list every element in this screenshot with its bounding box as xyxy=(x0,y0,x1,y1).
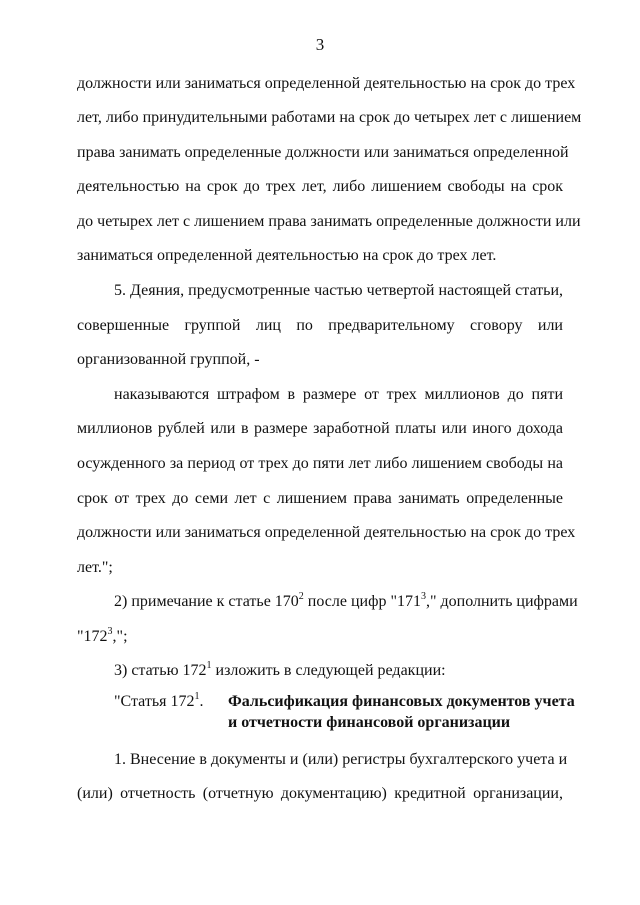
text-line: 1. Внесение в документы и (или) регистры бухгалтерского учета и xyxy=(114,751,568,768)
article-label: "Статья $172^1$. xyxy=(114,690,204,710)
text-line: деятельностью на срок до трех лет, либо лишением свободы на срок xyxy=(77,178,563,195)
text-line: организованной группой, - xyxy=(77,351,260,368)
text-line: миллионов рублей или в размере заработной платы или иного дохода xyxy=(77,420,563,437)
text-line: осужденного за период от трех до пяти лет либо лишением свободы на xyxy=(77,455,563,472)
article-heading xyxy=(114,691,574,737)
text-line: наказываются штрафом в размере от трех миллионов до пяти xyxy=(114,386,563,403)
text-line: до четырех лет с лишением права занимать определенные должности или xyxy=(77,213,581,230)
text-line: лет."; xyxy=(77,559,113,576)
text-line: лет, либо принудительными работами на срок до четырех лет с лишением xyxy=(77,109,582,126)
page-number: 3 xyxy=(315,35,325,54)
text-line: (или) отчетность (отчетную документацию) кредитной организации, xyxy=(77,785,563,802)
amendment-item-3: 3) статью $172^1$ изложить в следующей редакции: xyxy=(114,659,446,679)
article-title: Фальсификация финансовых документов учета и отчетности финансовой организации xyxy=(228,693,575,731)
text-line: заниматься определенной деятельностью на срок до трех лет. xyxy=(77,247,497,264)
text-line: должности или заниматься определенной деятельностью на срок до трех xyxy=(77,524,576,541)
text-line: срок от трех до семи лет с лишением права занимать определенные xyxy=(77,490,563,507)
text-line: права занимать определенные должности или заниматься определенной xyxy=(77,144,569,161)
text-line: 5. Деяния, предусмотренные частью четвертой настоящей статьи, xyxy=(114,282,563,299)
text-line: совершенные группой лиц по предварительному сговору или xyxy=(77,317,563,334)
amendment-item-2-cont: "$172^3$,"; xyxy=(77,625,128,645)
text-line: должности или заниматься определенной деятельностью на срок до трех xyxy=(77,75,576,92)
amendment-item-2: 2) примечание к статье $170^2$ после цифр "$171^3$," дополнить цифрами xyxy=(114,590,578,610)
